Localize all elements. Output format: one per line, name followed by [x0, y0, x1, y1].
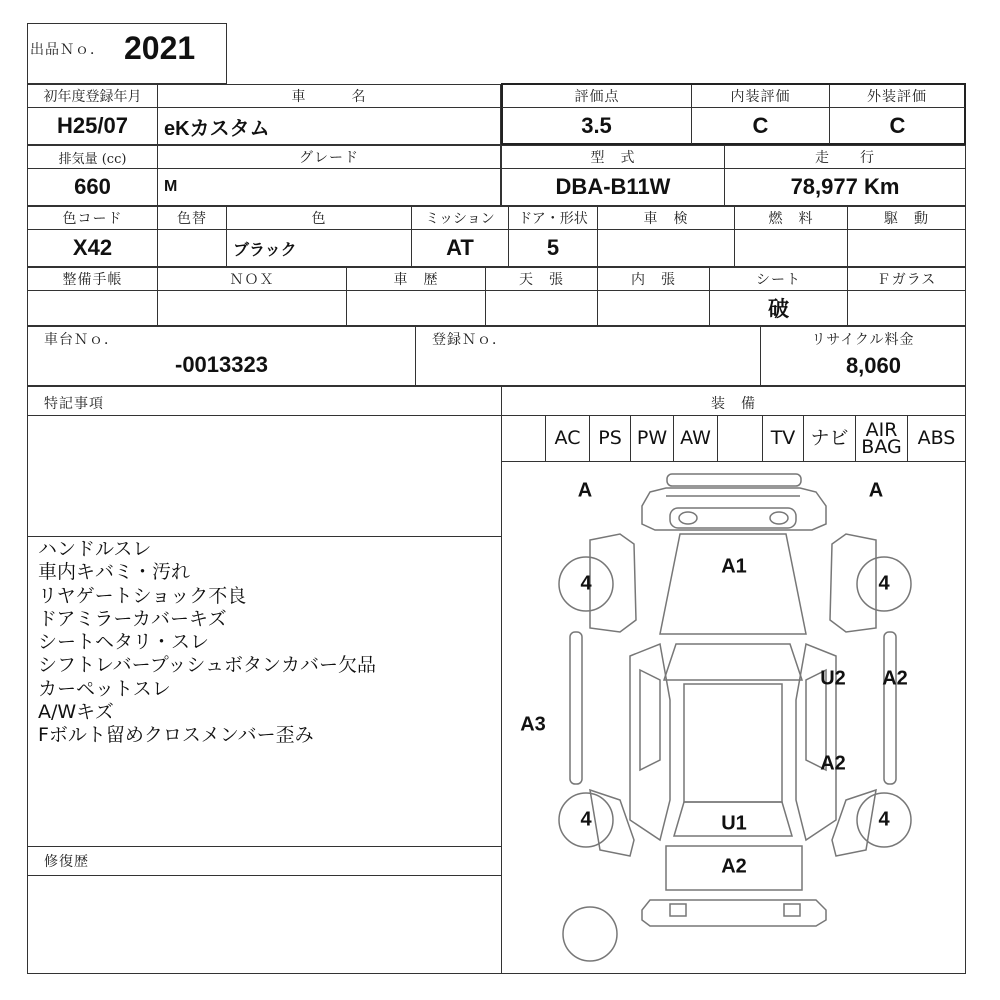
front-emblem-right — [770, 512, 788, 524]
front-emblem-left — [679, 512, 697, 524]
right-rear-fender — [832, 790, 876, 856]
seat-value: 破 — [709, 290, 848, 326]
remark-line: Fボルト留めクロスメンバー歪み — [38, 724, 314, 747]
color-value: ブラック — [226, 229, 412, 267]
car-history-value — [346, 290, 486, 326]
chassis-number-label: 車台Ｎｏ． — [44, 332, 119, 348]
repaint-value — [157, 229, 227, 267]
equipment-navi: ナビ — [804, 416, 856, 461]
drive-value — [847, 229, 966, 267]
fuel-value — [734, 229, 848, 267]
mark-tire-rear-right: 4 — [878, 808, 890, 831]
exterior-score-value: C — [889, 113, 906, 138]
mark-rear-gate: A2 — [721, 855, 747, 878]
model-code-value: DBA-B11W — [501, 168, 725, 206]
lot-number-value: 2021 — [124, 30, 196, 66]
front-glass-value — [847, 290, 966, 326]
mark-rear-window: U1 — [721, 812, 747, 835]
mark-right-front-fender: A2 — [882, 667, 908, 690]
model-code-label: 型 式 — [501, 145, 725, 169]
mark-front-left: A — [577, 479, 593, 502]
nox-value — [157, 290, 347, 326]
front-grille — [670, 508, 796, 528]
mileage-value: 78,977 Km — [724, 168, 966, 206]
mark-hood: A1 — [721, 555, 747, 578]
car-history-label: 車 歴 — [346, 267, 486, 291]
right-front-fender — [830, 534, 876, 632]
score-value: 3.5 — [581, 113, 612, 138]
remarks-divider-mid — [28, 536, 501, 537]
color-code-label: 色コード — [27, 206, 158, 230]
windshield — [664, 644, 802, 680]
equipment-aw: AW — [674, 416, 718, 461]
reg-date-value: H25/07 — [27, 107, 158, 145]
door-shape-label: ドア・形状 — [508, 206, 598, 230]
door-shape-value: 5 — [508, 229, 598, 267]
mission-value: AT — [411, 229, 509, 267]
remark-line: ドアミラーカバーキズ — [38, 607, 227, 630]
car-body-diagram — [502, 462, 965, 973]
exterior-score-label: 外装評価 — [867, 89, 927, 105]
seat-label: シート — [709, 267, 848, 291]
mark-front-right: A — [868, 479, 884, 502]
mark-tire-rear-left: 4 — [580, 808, 592, 831]
front-glass-label: Ｆガラス — [847, 267, 966, 291]
registration-number-label: 登録Ｎｏ． — [432, 332, 507, 348]
left-door-window — [640, 670, 660, 770]
lot-number-label: 出品Ｎｏ． — [30, 42, 105, 58]
car-name-label: 車 名 — [157, 84, 501, 108]
front-bumper — [642, 488, 826, 530]
equipment-item — [502, 416, 546, 461]
nox-label: ＮＯＸ — [157, 267, 347, 291]
interior-score-value: C — [752, 113, 769, 138]
mileage-label: 走 行 — [724, 145, 966, 169]
remark-line: カーペットスレ — [38, 677, 171, 700]
registration-number-value — [416, 348, 760, 382]
rear-light-left — [670, 904, 686, 916]
equipment-abs: ABS — [917, 427, 956, 449]
recycle-fee-label: リサイクル料金 — [811, 332, 915, 348]
remark-line: A/Wキズ — [38, 701, 114, 724]
ceiling-value — [485, 290, 598, 326]
mission-label: ミッション — [411, 206, 509, 230]
repair-divider-top — [28, 846, 501, 847]
remark-line: シフトレバープッシュボタンカバー欠品 — [38, 654, 377, 677]
equipment-tv: TV — [763, 416, 804, 461]
front-plate — [667, 474, 801, 486]
score-label: 評価点 — [574, 89, 620, 105]
equipment-ac: AC — [546, 416, 590, 461]
equipment-ps: PS — [590, 416, 631, 461]
inner-panel-value — [597, 290, 710, 326]
maintenance-book-label: 整備手帳 — [27, 267, 158, 291]
chassis-number-value: -0013323 — [175, 352, 268, 377]
color-label: 色 — [226, 206, 412, 230]
color-code-value: X42 — [27, 229, 158, 267]
repair-history-label: 修復歴 — [44, 854, 89, 870]
remark-line: リヤゲートショック不良 — [38, 584, 247, 607]
grade-value: M — [157, 168, 501, 206]
left-rear-fender — [590, 790, 634, 856]
remarks-label: 特記事項 — [44, 396, 104, 412]
inspection-value — [597, 229, 735, 267]
remark-line: 車内キバミ・汚れ — [38, 561, 191, 584]
displacement-label: 排気量 (cc) — [27, 145, 158, 169]
left-side-sill — [570, 632, 582, 784]
grade-label: グレード — [157, 145, 501, 169]
reg-date-label: 初年度登録年月 — [27, 84, 158, 108]
mark-right-rear-door: A2 — [820, 752, 846, 775]
inner-panel-label: 内 張 — [597, 267, 710, 291]
car-name-value: eKカスタム — [157, 107, 501, 145]
repair-divider-bottom — [28, 875, 501, 876]
equipment-pw: PW — [631, 416, 674, 461]
spare-tire — [563, 907, 617, 961]
recycle-fee-value: 8,060 — [845, 353, 901, 378]
ceiling-label: 天 張 — [485, 267, 598, 291]
equipment-item — [718, 416, 763, 461]
hood — [660, 534, 806, 634]
remark-line: ハンドルスレ — [38, 538, 152, 560]
drive-label: 駆 動 — [847, 206, 966, 230]
inspection-label: 車 検 — [597, 206, 735, 230]
repaint-label: 色替 — [157, 206, 227, 230]
rear-light-right — [784, 904, 800, 916]
interior-score-label: 内装評価 — [730, 89, 791, 105]
equipment-label: 装 備 — [711, 396, 756, 412]
remark-line: シートヘタリ・スレ — [38, 631, 210, 654]
mark-left-side: A3 — [520, 713, 546, 736]
right-side-sill — [884, 632, 896, 784]
fuel-label: 燃 料 — [734, 206, 848, 230]
mark-tire-front-right: 4 — [878, 572, 890, 595]
mark-tire-front-left: 4 — [580, 572, 592, 595]
remarks-divider-top — [28, 415, 501, 416]
roof — [684, 684, 782, 802]
maintenance-book-value — [27, 290, 158, 326]
remarks-list — [38, 538, 376, 748]
equipment-airbag: AIR BAG — [856, 416, 908, 461]
left-doors — [630, 644, 670, 840]
displacement-value: 660 — [27, 168, 158, 206]
mark-right-front-door: U2 — [820, 667, 846, 690]
